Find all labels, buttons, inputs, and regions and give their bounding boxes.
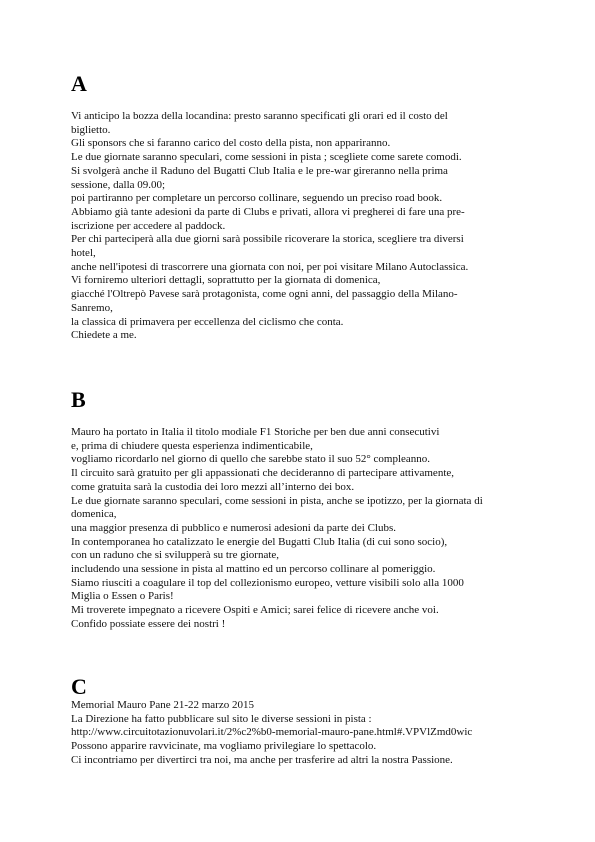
section-b-line: con un raduno che si svilupperà su tre giornate, [71, 549, 280, 562]
section-b-line: includendo una sessione in pista al mattino ed un percorso collinare al pomeriggio. [71, 563, 436, 576]
section-c-line: Possono apparire ravvicinate, ma vogliamo privilegiare lo spettacolo. [71, 740, 377, 753]
section-a-line: Abbiamo già tante adesioni da parte di Clubs e privati, allora vi pregherei di fare una pre- [71, 205, 465, 218]
section-a-line: iscrizione per accedere al paddock. [71, 219, 226, 232]
section-a-line: Le due giornate saranno speculari, come sessioni in pista ; scegliete come sarete comodi. [71, 151, 462, 164]
section-a-line: la classica di primavera per eccellenza del ciclismo che conta. [71, 315, 344, 328]
section-a-line: Chiedete a me. [71, 329, 137, 342]
section-b-line: Mi troverete impegnato a ricevere Ospiti e Amici; sarei felice di ricevere anche voi. [71, 604, 439, 617]
section-a-line: Per chi parteciperà alla due giorni sarà possibile ricoverare la storica, scegliere tra diversi [71, 233, 464, 246]
section-a-line: Vi forniremo ulteriori dettagli, soprattutto per la giornata di domenica, [71, 274, 381, 287]
section-b-line: Miglia o Essen o Paris! [71, 590, 174, 603]
section-a-line: biglietto. [71, 123, 111, 136]
section-a-line: poi partiranno per completare un percorso collinare, seguendo un preciso road book. [71, 192, 443, 205]
section-c-heading: C [71, 674, 87, 699]
section-a-line: giacché l'Oltrepò Pavese sarà protagonista, come ogni anni, del passaggio della Milano- [71, 288, 458, 301]
section-c-line: Ci incontriamo per divertirci tra noi, ma anche per trasferire ad altri la nostra Passione. [71, 753, 453, 766]
section-b-heading: B [71, 387, 86, 412]
section-a-line: Gli sponsors che si faranno carico del costo della pista, non appariranno. [71, 137, 391, 150]
section-b-line: Siamo riusciti a coagulare il top del collezionismo europeo, vetture visibili solo alla 1000 [71, 576, 464, 589]
section-c-body [71, 699, 531, 768]
memorial-url-link[interactable]: http://www.circuitotazionuvolari.it/2%c2%b0-memorial-mauro-pane.html#.VPVlZmd0wic [71, 726, 473, 739]
section-b-line: Mauro ha portato in Italia il titolo modiale F1 Storiche per ben due anni consecutivi [71, 426, 440, 438]
section-a-heading: A [71, 71, 87, 96]
section-b-line: In contemporanea ho catalizzato le energie del Bugatti Club Italia (di cui sono socio), [71, 535, 448, 548]
section-b-line: una maggior presenza di pubblico e numerosi adesioni da parte dei Clubs. [71, 521, 397, 534]
section-b-line: Confido possiate essere dei nostri ! [71, 617, 226, 630]
section-b-line: domenica, [71, 508, 117, 521]
section-a-line: Sanremo, [71, 301, 113, 314]
section-b-line: Il circuito sarà gratuito per gli appassionati che decideranno di partecipare attivamente, [71, 467, 455, 480]
section-a-line: sessione, dalla 09.00; [71, 178, 166, 191]
section-b-body [71, 426, 531, 632]
section-a-body [71, 110, 531, 343]
section-a-line: anche nell'ipotesi di trascorrere una giornata con noi, per poi visitare Milano Autoclassica. [71, 260, 469, 273]
section-a-line: Vi anticipo la bozza della locandina: presto saranno specificati gli orari ed il costo del [71, 110, 448, 122]
section-a-line: hotel, [71, 247, 96, 260]
section-b-line: come gratuita sarà la custodia dei loro mezzi all’interno dei box. [71, 480, 355, 493]
section-b-line: e, prima di chiudere questa esperienza indimenticabile, [71, 439, 313, 452]
section-c-line: La Direzione ha fatto pubblicare sul sito le diverse sessioni in pista : [71, 712, 372, 725]
section-a-line: Si svolgerà anche il Raduno del Bugatti Club Italia e le pre-war gireranno nella prima [71, 164, 448, 177]
section-b-line: vogliamo ricordarlo nel giorno di quello che sarebbe stato il suo 52° compleanno. [71, 453, 431, 466]
section-c-line: Memorial Mauro Pane 21-22 marzo 2015 [71, 699, 254, 711]
section-b-line: Le due giornate saranno speculari, come sessioni in pista, anche se ipotizzo, per la giornata di [71, 494, 483, 507]
